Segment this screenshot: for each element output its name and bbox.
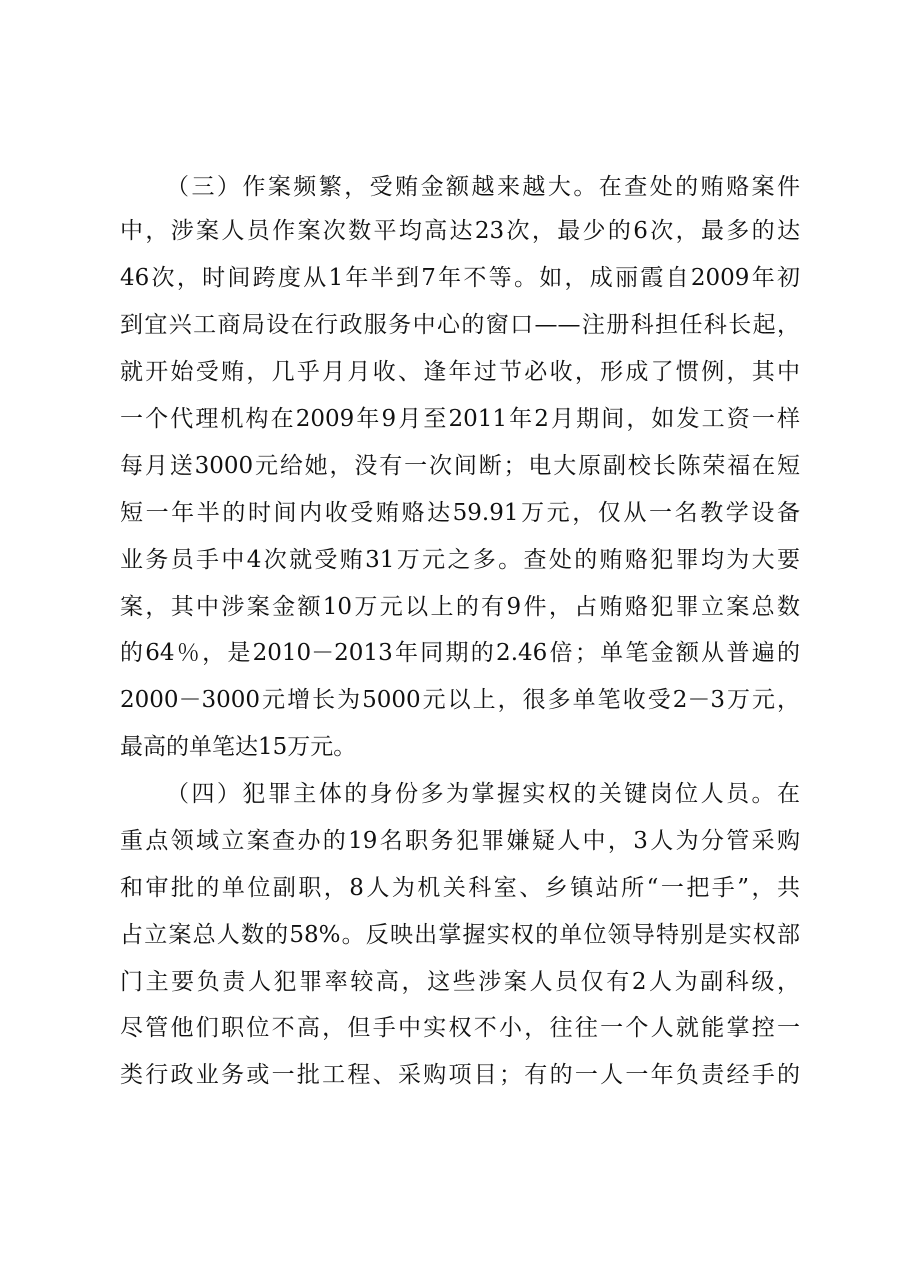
paragraph-line: 46次，时间跨度从1年半到7年不等。如，成丽霞自2009年初 — [120, 265, 800, 291]
paragraph-line: （三）作案频繁，受贿金额越来越大。在查处的贿赂案件 — [166, 174, 800, 200]
paragraph-line: 门主要负责人犯罪率较高，这些涉案人员仅有2人为副科级， — [120, 969, 800, 995]
paragraph-line: （四）犯罪主体的身份多为掌握实权的关键岗位人员。在 — [166, 781, 800, 807]
paragraph-line: 就开始受贿，几乎月月收、逢年过节必收，形成了惯例，其中 — [120, 359, 800, 385]
paragraph-line: 尽管他们职位不高，但手中实权不小，往往一个人就能掌控一 — [120, 1015, 800, 1041]
paragraph-line: 和审批的单位副职，8人为机关科室、乡镇站所“一把手”，共 — [120, 875, 800, 901]
paragraph-line: 案，其中涉案金额10万元以上的有9件，占贿赂犯罪立案总数 — [120, 594, 800, 620]
paragraph-line: 的64％，是2010－2013年同期的2.46倍；单笔金额从普遍的 — [120, 640, 800, 666]
paragraph-line: 类行政业务或一批工程、采购项目；有的一人一年负责经手的 — [120, 1062, 800, 1088]
paragraph-line: 短一年半的时间内收受贿赂达59.91万元，仅从一名教学设备 — [120, 500, 800, 526]
paragraph-line: 占立案总人数的58%。反映出掌握实权的单位领导特别是实权部 — [120, 922, 800, 948]
paragraph-line: 最高的单笔达15万元。 — [120, 734, 357, 760]
paragraph-line: 重点领域立案查办的19名职务犯罪嫌疑人中，3人为分管采购 — [120, 828, 800, 854]
paragraph-line: 每月送3000元给她，没有一次间断；电大原副校长陈荣福在短 — [120, 453, 800, 479]
paragraph-line: 业务员手中4次就受贿31万元之多。查处的贿赂犯罪均为大要 — [120, 547, 800, 573]
paragraph-line: 2000－3000元增长为5000元以上，很多单笔收受2－3万元， — [120, 687, 800, 713]
paragraph-line: 一个代理机构在2009年9月至2011年2月期间，如发工资一样 — [120, 406, 800, 432]
paragraph-line: 中，涉案人员作案次数平均高达23次，最少的6次，最多的达 — [120, 218, 800, 244]
paragraph-line: 到宜兴工商局设在行政服务中心的窗口——注册科担任科长起， — [120, 312, 800, 338]
